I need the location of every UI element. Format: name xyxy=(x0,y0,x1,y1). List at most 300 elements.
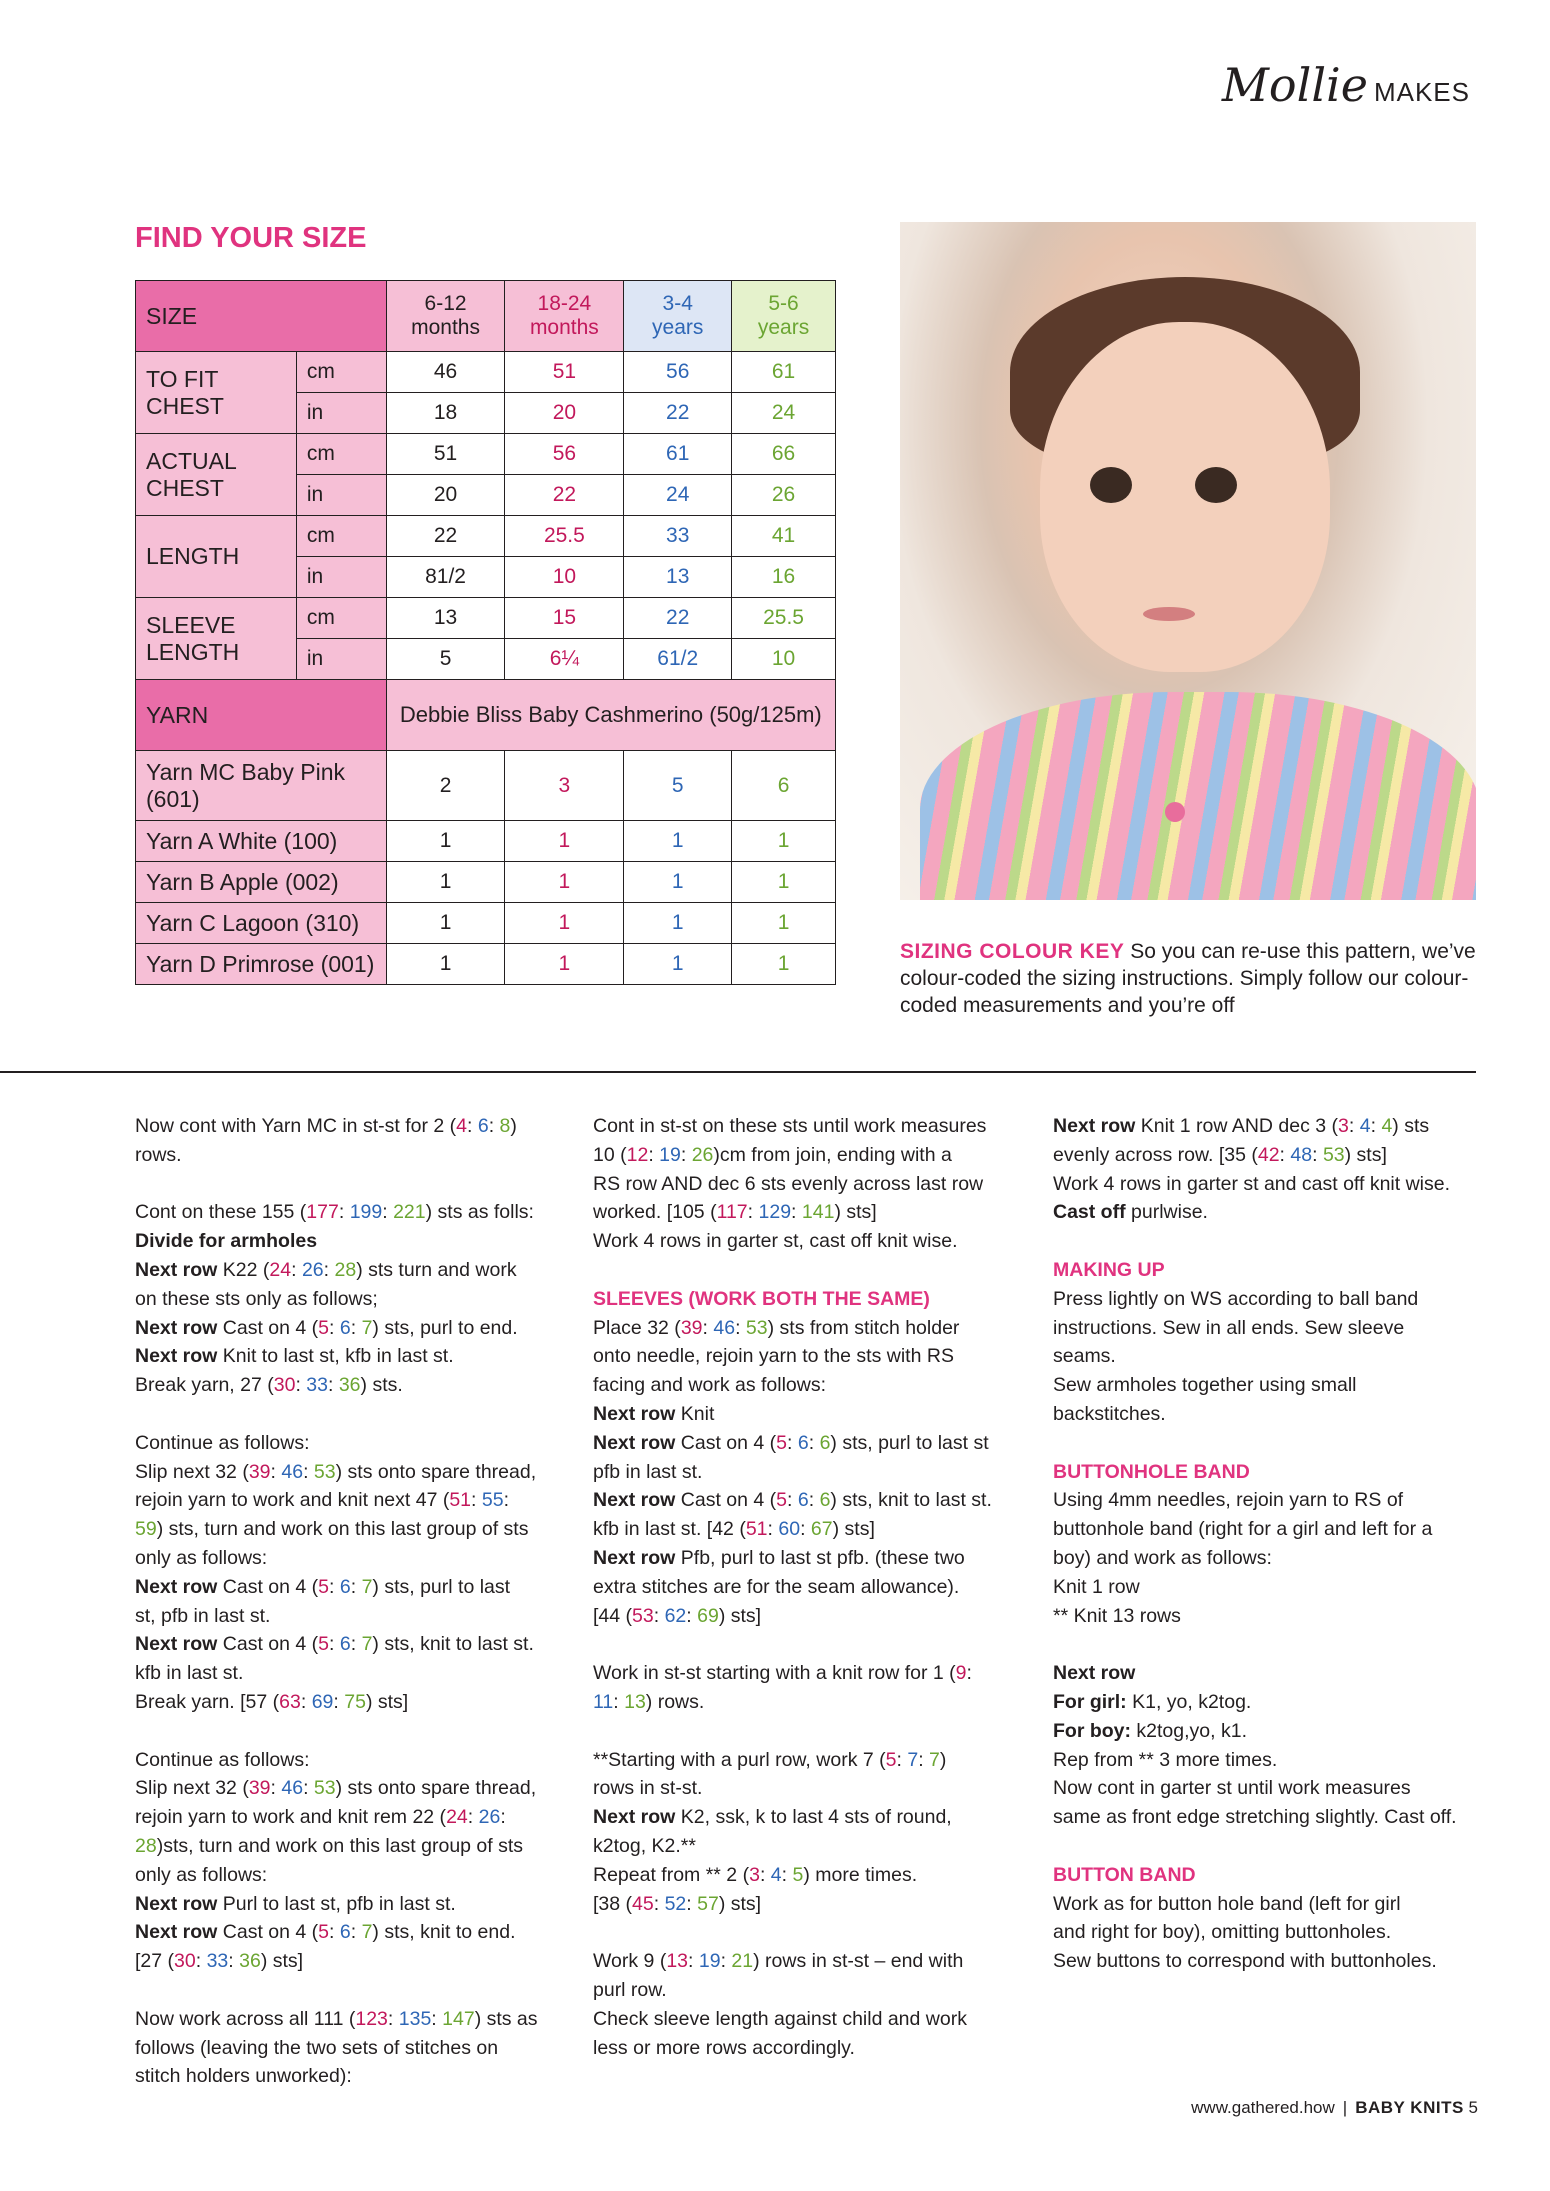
instruction-line xyxy=(593,2037,855,2059)
text: [27 ( xyxy=(135,1950,175,1973)
instruction-line xyxy=(593,1777,702,1799)
instruction-line xyxy=(1053,1317,1404,1339)
size-value: 24 xyxy=(446,1806,468,1829)
unit-label: cm xyxy=(296,598,386,639)
yarn-quantity: 1 xyxy=(505,944,624,985)
text: : xyxy=(329,1633,340,1656)
instructions-column-1 xyxy=(135,1112,555,2120)
instruction-paragraph xyxy=(593,1659,1013,1717)
instruction-line xyxy=(135,1633,534,1655)
instruction-line xyxy=(593,1749,946,1771)
text: : xyxy=(653,1604,665,1627)
measurement-value: 24 xyxy=(624,475,732,516)
text: : xyxy=(808,1431,820,1454)
instruction-line xyxy=(135,2065,352,2087)
instruction-line xyxy=(593,1461,702,1483)
size-value: 135 xyxy=(398,2007,432,2030)
text: Now cont in garter st until work measures xyxy=(1053,1777,1411,1800)
text: ) xyxy=(939,1748,947,1771)
text: : xyxy=(503,1489,509,1512)
footer-url: www.gathered.how xyxy=(1191,2098,1335,2117)
text: Slip next 32 ( xyxy=(135,1460,249,1483)
section-heading: BUTTONHOLE BAND xyxy=(1053,1460,1250,1483)
text: : xyxy=(228,1950,240,1973)
measurement-value: 26 xyxy=(732,475,836,516)
size-value: 177 xyxy=(306,1201,339,1224)
text: : xyxy=(781,1863,793,1886)
text: : xyxy=(291,1258,302,1281)
text: : xyxy=(1312,1143,1323,1166)
size-value: 51 xyxy=(449,1489,472,1512)
yarn-row-label: Yarn D Primrose (001) xyxy=(136,944,387,985)
text: Cont on these 155 ( xyxy=(135,1201,307,1224)
size-value: 28 xyxy=(334,1258,357,1281)
size-value: 45 xyxy=(632,1892,654,1915)
yarn-quantity: 1 xyxy=(624,944,732,985)
instruction-line xyxy=(135,1662,243,1684)
text: Knit 1 row xyxy=(1053,1575,1140,1598)
instruction-line xyxy=(135,1893,456,1915)
text: Cast on 4 ( xyxy=(217,1316,319,1339)
instruction-line xyxy=(1053,1144,1387,1166)
page-footer: www.gathered.how | BABY KNITS 5 xyxy=(1191,2098,1478,2117)
text: : xyxy=(808,1489,820,1512)
text: : xyxy=(787,1431,798,1454)
instruction-line xyxy=(1053,1345,1116,1367)
text: rejoin yarn to work and knit next 47 ( xyxy=(135,1489,450,1512)
text: only as follows: xyxy=(135,1546,268,1569)
instruction-line xyxy=(593,1950,963,1972)
size-value: 12 xyxy=(626,1143,649,1166)
measurement-value: 25.5 xyxy=(732,598,836,639)
yarn-name: Debbie Bliss Baby Cashmerino (50g/125m) xyxy=(386,680,835,751)
bold-label: Next row xyxy=(135,1575,218,1598)
text: )cm from join, ending with a xyxy=(713,1143,952,1166)
instruction-line xyxy=(1053,1173,1450,1195)
text: : xyxy=(295,1374,307,1397)
text: : xyxy=(787,1489,798,1512)
section-heading: SLEEVES (WORK BOTH THE SAME) xyxy=(593,1287,930,1310)
text: instructions. Sew in all ends. Sew sleeve xyxy=(1053,1316,1405,1339)
instruction-paragraph xyxy=(135,2005,555,2091)
text: ) sts, purl to last st xyxy=(830,1431,989,1454)
text: Sew armholes together using small xyxy=(1053,1374,1357,1397)
text: backstitches. xyxy=(1053,1402,1166,1425)
text: only as follows: xyxy=(135,1863,268,1886)
yarn-quantity: 1 xyxy=(732,903,836,944)
instruction-paragraph xyxy=(1053,1458,1473,1631)
instruction-line xyxy=(135,1259,517,1281)
instruction-line xyxy=(1053,1461,1250,1483)
instruction-line xyxy=(593,1403,714,1425)
text: on these sts only as follows; xyxy=(135,1287,378,1310)
instruction-line xyxy=(1053,1259,1165,1281)
instruction-line xyxy=(593,1662,972,1684)
text: Work in st-st starting with a knit row for 1 ( xyxy=(593,1662,956,1685)
text: : xyxy=(466,1115,478,1137)
instruction-line xyxy=(135,1835,523,1857)
instruction-line xyxy=(135,2008,538,2030)
size-value: 7 xyxy=(361,1316,373,1339)
size-value: 19 xyxy=(698,1950,721,1973)
measurement-value: 22 xyxy=(624,598,732,639)
size-header-1 xyxy=(505,281,624,352)
text: K22 ( xyxy=(217,1258,270,1281)
unit-label: in xyxy=(296,639,386,680)
text: facing and work as follows: xyxy=(593,1374,827,1397)
yarn-quantity: 1 xyxy=(732,944,836,985)
bold-label: Next row xyxy=(593,1546,676,1569)
text: Rep from ** 3 more times. xyxy=(1053,1748,1278,1771)
yarn-quantity: 1 xyxy=(386,944,505,985)
size-value: 8 xyxy=(499,1115,511,1137)
text: ** Knit 13 rows xyxy=(1053,1604,1181,1627)
yarn-quantity: 3 xyxy=(505,751,624,821)
text: ) sts] xyxy=(260,1950,304,1973)
cardigan-button xyxy=(1165,802,1185,822)
size-value: 69 xyxy=(311,1690,334,1713)
measurement-label: TO FIT CHEST xyxy=(136,352,297,434)
text: : xyxy=(467,1806,479,1829)
instruction-line xyxy=(1053,1777,1411,1799)
bold-label: Next row xyxy=(1053,1662,1136,1685)
text: Now cont with Yarn MC in st-st for 2 ( xyxy=(135,1115,457,1137)
instruction-paragraph xyxy=(593,1746,1013,1919)
instruction-line xyxy=(593,1288,930,1310)
size-value: 39 xyxy=(248,1460,271,1483)
text: : xyxy=(702,1316,714,1339)
text: ) sts onto spare thread, xyxy=(335,1777,537,1800)
bold-label: Next row xyxy=(135,1316,218,1339)
text: Repeat from ** 2 ( xyxy=(593,1863,750,1886)
instruction-line xyxy=(1053,1518,1432,1540)
text: Knit xyxy=(675,1402,715,1425)
text: Purl to last st, pfb in last st. xyxy=(217,1892,456,1915)
instruction-line xyxy=(1053,1605,1181,1627)
size-value: 5 xyxy=(776,1489,788,1512)
instruction-line xyxy=(135,1576,510,1598)
measurement-value: 51 xyxy=(505,352,624,393)
bold-label: Next row xyxy=(135,1892,218,1915)
size-value: 39 xyxy=(248,1777,271,1800)
text: follows (leaving the two sets of stitches on xyxy=(135,2036,499,2059)
bold-label: For boy: xyxy=(1053,1719,1131,1742)
size-value: 39 xyxy=(680,1316,703,1339)
yarn-quantity: 1 xyxy=(624,821,732,862)
measurement-value: 56 xyxy=(624,352,732,393)
size-value: 75 xyxy=(344,1690,366,1713)
text: less or more rows accordingly. xyxy=(593,2036,855,2059)
text: kfb in last st. xyxy=(135,1662,244,1685)
text: : xyxy=(613,1690,625,1713)
instructions-column-3 xyxy=(1053,1112,1473,2005)
divider-line xyxy=(0,1071,1476,1073)
text: : xyxy=(896,1748,908,1771)
instruction-line xyxy=(593,1547,965,1569)
instruction-line xyxy=(1053,1691,1251,1713)
text: worked. [105 ( xyxy=(593,1201,717,1224)
text: Now work across all 111 ( xyxy=(135,2007,356,2030)
size-value: 6 xyxy=(339,1316,351,1339)
instruction-line xyxy=(135,1317,518,1339)
yarn-quantity: 1 xyxy=(505,862,624,903)
text: : xyxy=(303,1777,314,1800)
instruction-line xyxy=(1053,1547,1272,1569)
instruction-line xyxy=(1053,1950,1437,1972)
measurement-value: 10 xyxy=(505,557,624,598)
instruction-line xyxy=(1053,1374,1356,1396)
size-value: 6 xyxy=(797,1431,809,1454)
text: ) sts from stitch holder xyxy=(767,1316,960,1339)
text: purlwise. xyxy=(1125,1201,1208,1224)
instruction-line xyxy=(1053,1864,1196,1886)
text: ) sts as folls: xyxy=(425,1201,534,1224)
text: : xyxy=(735,1316,746,1339)
unit-label: cm xyxy=(296,516,386,557)
instruction-line xyxy=(1053,1201,1208,1223)
measurement-value: 20 xyxy=(386,475,505,516)
measurement-value: 81/2 xyxy=(386,557,505,598)
text: ) sts onto spare thread, xyxy=(335,1460,537,1483)
instruction-line xyxy=(593,1317,959,1339)
text: ) sts] xyxy=(832,1518,875,1541)
measurement-value: 15 xyxy=(505,598,624,639)
measurement-value: 46 xyxy=(386,352,505,393)
text: Place 32 ( xyxy=(593,1316,681,1339)
size-value: 52 xyxy=(664,1892,687,1915)
text: : xyxy=(488,1115,500,1137)
instruction-line xyxy=(135,1777,536,1799)
size-value: 53 xyxy=(1322,1143,1345,1166)
unit-label: cm xyxy=(296,434,386,475)
bold-label: For girl: xyxy=(1053,1690,1127,1713)
text: ) sts] xyxy=(834,1201,877,1224)
size-value: 4 xyxy=(1381,1115,1393,1137)
text: ) sts] xyxy=(718,1604,762,1627)
text: Work 4 rows in garter st, cast off knit wise. xyxy=(593,1230,958,1253)
unit-label: cm xyxy=(296,352,386,393)
text: : xyxy=(759,1863,771,1886)
text: : xyxy=(333,1690,345,1713)
text: purl row. xyxy=(593,1978,667,2001)
measurement-label: ACTUAL CHEST xyxy=(136,434,297,516)
measurement-label: SLEEVE LENGTH xyxy=(136,598,297,680)
instruction-paragraph xyxy=(1053,1861,1473,1976)
size-value: 57 xyxy=(697,1892,719,1915)
size-value: 26 xyxy=(301,1258,324,1281)
size-value: 3 xyxy=(1338,1115,1349,1137)
measurement-value: 5 xyxy=(386,639,505,680)
yarn-row-label: Yarn B Apple (002) xyxy=(136,862,387,903)
text: : xyxy=(918,1748,930,1771)
text: Work 4 rows in garter st and cast off knit wise. xyxy=(1053,1172,1451,1195)
text: ) sts] xyxy=(718,1892,762,1915)
measurement-value: 25.5 xyxy=(505,516,624,557)
bold-label: Next row xyxy=(135,1921,218,1944)
size-value: 5 xyxy=(318,1316,330,1339)
text: ) sts, knit to last st. xyxy=(372,1633,534,1656)
instruction-line xyxy=(135,1345,454,1367)
instruction-line xyxy=(593,1230,957,1252)
measurement-value: 33 xyxy=(624,516,732,557)
text: : xyxy=(686,1604,698,1627)
text: ) sts, knit to last st. xyxy=(830,1489,992,1512)
size-value: 28 xyxy=(135,1834,157,1857)
yarn-quantity: 1 xyxy=(386,862,505,903)
text: : xyxy=(688,1950,699,1973)
size-value: 53 xyxy=(745,1316,768,1339)
yarn-quantity: 1 xyxy=(386,821,505,862)
instruction-paragraph xyxy=(1053,1256,1473,1429)
size-value: 30 xyxy=(273,1374,296,1397)
text: ) sts turn and work xyxy=(356,1258,517,1281)
instruction-line xyxy=(593,1345,954,1367)
measurement-value: 10 xyxy=(732,639,836,680)
size-value: 221 xyxy=(393,1201,426,1224)
size-line1: 5-6 xyxy=(768,292,799,315)
size-value: 6 xyxy=(797,1489,809,1512)
text: **Starting with a purl row, work 7 ( xyxy=(593,1748,886,1771)
key-heading: SIZING COLOUR KEY xyxy=(900,940,1125,963)
text: ) sts, turn and work on this last group of sts xyxy=(156,1518,529,1541)
yarn-row-label: Yarn C Lagoon (310) xyxy=(136,903,387,944)
size-value: 7 xyxy=(361,1575,373,1598)
text: Knit 1 row AND dec 3 ( xyxy=(1135,1115,1339,1137)
text: seams. xyxy=(1053,1345,1116,1368)
instruction-line xyxy=(593,1835,696,1857)
bold-label: Next row xyxy=(135,1258,218,1281)
text: : xyxy=(500,1806,506,1829)
brand-word: MAKES xyxy=(1373,77,1470,107)
text: buttonhole band (right for a girl and left for a xyxy=(1053,1518,1433,1541)
text: : xyxy=(329,1575,340,1598)
instructions-column-2 xyxy=(593,1112,1013,2091)
yarn-quantity: 1 xyxy=(624,862,732,903)
size-value: 141 xyxy=(801,1201,835,1224)
text: evenly across row. [35 ( xyxy=(1053,1143,1258,1166)
text: : xyxy=(648,1143,660,1166)
instruction-paragraph xyxy=(1053,1659,1473,1832)
text: : xyxy=(195,1950,207,1973)
size-value: 53 xyxy=(313,1460,336,1483)
yarn-quantity: 5 xyxy=(624,751,732,821)
measurement-value: 24 xyxy=(732,393,836,434)
text: : xyxy=(338,1201,350,1224)
size-value: 6 xyxy=(819,1489,831,1512)
text: Cast on 4 ( xyxy=(217,1575,319,1598)
bold-label: Next row xyxy=(593,1431,676,1454)
yarn-row-label: Yarn A White (100) xyxy=(136,821,387,862)
size-value: 6 xyxy=(339,1633,351,1656)
text: Sew buttons to correspond with buttonholes. xyxy=(1053,1950,1437,1973)
text: ) rows in st-st – end with xyxy=(753,1950,964,1973)
measurement-value: 6¼ xyxy=(505,639,624,680)
instruction-line xyxy=(135,1461,536,1483)
instruction-line xyxy=(593,1518,875,1540)
instruction-line xyxy=(135,1806,506,1828)
instruction-line xyxy=(593,1432,989,1454)
size-value: 13 xyxy=(666,1950,689,1973)
measurement-value: 22 xyxy=(386,516,505,557)
text: ) sts, purl to end. xyxy=(372,1316,518,1339)
instruction-line xyxy=(593,1115,986,1137)
measurement-value: 18 xyxy=(386,393,505,434)
instruction-line xyxy=(135,1230,317,1252)
text: : xyxy=(329,1921,340,1944)
instruction-line xyxy=(135,1374,403,1396)
text: Slip next 32 ( xyxy=(135,1777,249,1800)
text: stitch holders unworked): xyxy=(135,2065,352,2088)
text: extra stitches are for the seam allowance). xyxy=(593,1575,960,1598)
size-header-2 xyxy=(624,281,732,352)
instruction-line xyxy=(1053,1662,1135,1684)
size-value: 4 xyxy=(456,1115,467,1137)
size-value: 53 xyxy=(632,1604,654,1627)
size-value: 42 xyxy=(1257,1143,1280,1166)
size-value: 129 xyxy=(758,1201,792,1224)
text: k2tog, K2.** xyxy=(593,1834,696,1857)
size-value: 26 xyxy=(478,1806,501,1829)
unit-label: in xyxy=(296,557,386,598)
size-value: 11 xyxy=(593,1690,614,1713)
yarn-quantity: 1 xyxy=(624,903,732,944)
size-value: 5 xyxy=(792,1863,804,1886)
text: : xyxy=(350,1316,362,1339)
size-value: 7 xyxy=(929,1748,940,1771)
instruction-line xyxy=(135,1864,267,1886)
text: [38 ( xyxy=(593,1892,633,1915)
text: Break yarn, 27 ( xyxy=(135,1374,274,1397)
instruction-line xyxy=(135,1749,310,1771)
instruction-line xyxy=(593,1173,983,1195)
yarn-quantity: 1 xyxy=(505,821,624,862)
text: : xyxy=(747,1201,759,1224)
measurement-value: 22 xyxy=(505,475,624,516)
text: ) more times. xyxy=(803,1863,918,1886)
instruction-line xyxy=(135,1605,270,1627)
size-value: 5 xyxy=(318,1921,330,1944)
size-value: 67 xyxy=(810,1518,833,1541)
measurement-value: 13 xyxy=(624,557,732,598)
section-heading: MAKING UP xyxy=(1053,1258,1165,1281)
size-value: 5 xyxy=(318,1575,330,1598)
text: ) rows. xyxy=(135,1115,517,1166)
instruction-line xyxy=(135,1518,528,1540)
instruction-line xyxy=(593,2008,967,2030)
bold-label: Next row xyxy=(135,1633,218,1656)
instruction-line xyxy=(135,1432,310,1454)
text: : xyxy=(471,1489,482,1512)
brand-logo xyxy=(1222,58,1470,112)
key-text: So you can re-use this pattern, we’ve colour-coded the sizing instructions. Simply follow our colour-coded measurements and you’re off xyxy=(900,940,1476,1017)
measurement-value: 66 xyxy=(732,434,836,475)
text: Press lightly on WS according to ball band xyxy=(1053,1287,1419,1310)
text: Break yarn. [57 ( xyxy=(135,1690,280,1713)
size-value: 5 xyxy=(885,1748,897,1771)
instruction-line xyxy=(1053,1921,1391,1943)
text: Work 9 ( xyxy=(593,1950,667,1973)
section-heading: BUTTON BAND xyxy=(1053,1863,1196,1886)
measurement-value: 61/2 xyxy=(624,639,732,680)
instruction-line xyxy=(1053,1720,1247,1742)
instruction-line xyxy=(135,1547,267,1569)
text: Cast on 4 ( xyxy=(217,1633,319,1656)
size-value: 123 xyxy=(355,2007,388,2030)
instruction-line xyxy=(593,1806,952,1828)
size-line2: months xyxy=(529,316,599,339)
instruction-paragraph xyxy=(135,1112,555,1170)
size-line1: 18-24 xyxy=(537,292,592,315)
